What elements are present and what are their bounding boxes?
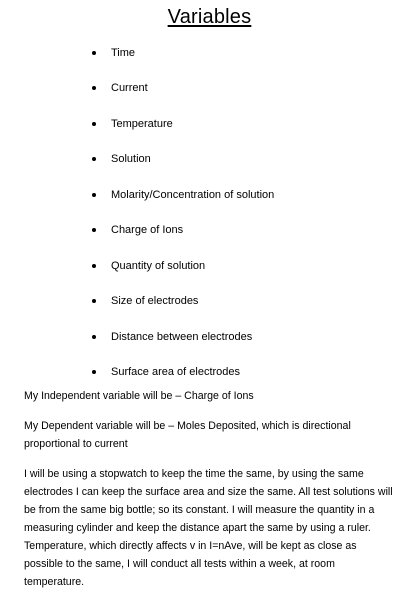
variable-label: Quantity of solution <box>111 260 206 272</box>
list-item <box>92 364 392 380</box>
bullet-icon <box>92 299 96 303</box>
dependent-variable-paragraph: My Dependent variable will be – Moles Deposited, which is directional proportional to current <box>24 420 351 450</box>
list-item <box>92 151 392 167</box>
variable-label: Charge of Ions <box>111 224 184 236</box>
list-item <box>92 116 392 132</box>
bullet-icon <box>92 193 96 197</box>
independent-variable-paragraph: My Independent variable will be – Charge of Ions <box>24 390 254 402</box>
bullet-icon <box>92 335 96 339</box>
variable-label: Surface area of electrodes <box>111 366 241 378</box>
page-title: Variables <box>167 6 252 28</box>
bullet-icon <box>92 157 96 161</box>
variable-label: Size of electrodes <box>111 295 199 307</box>
list-item <box>92 45 392 61</box>
variable-label: Time <box>111 47 136 59</box>
list-item <box>92 258 392 274</box>
variable-label: Current <box>111 82 148 94</box>
variable-label: Temperature <box>111 118 173 130</box>
bullet-icon <box>92 86 96 90</box>
variable-label: Distance between electrodes <box>111 331 253 343</box>
list-item <box>92 80 392 96</box>
bullet-icon <box>92 370 96 374</box>
variable-label: Molarity/Concentration of solution <box>111 189 275 201</box>
list-item <box>92 222 392 238</box>
bullet-icon <box>92 51 96 55</box>
variable-label: Solution <box>111 153 151 165</box>
list-item <box>92 187 392 203</box>
list-item <box>92 293 392 309</box>
method-paragraph: I will be using a stopwatch to keep the time the same, by using the same electrodes I can keep the surface area and size the same. All test solutions will be from the same big bottle; so its constant. I will measure the quantity in a measuring cylinder and keep the distance apart the same by using a ruler. Temperature, which directly affects v in I=nAve, will be kept as close as possible to the same, I will conduct all tests within a week, at room temperature. <box>24 468 393 588</box>
bullet-icon <box>92 264 96 268</box>
bullet-icon <box>92 228 96 232</box>
bullet-icon <box>92 122 96 126</box>
list-item <box>92 329 392 345</box>
